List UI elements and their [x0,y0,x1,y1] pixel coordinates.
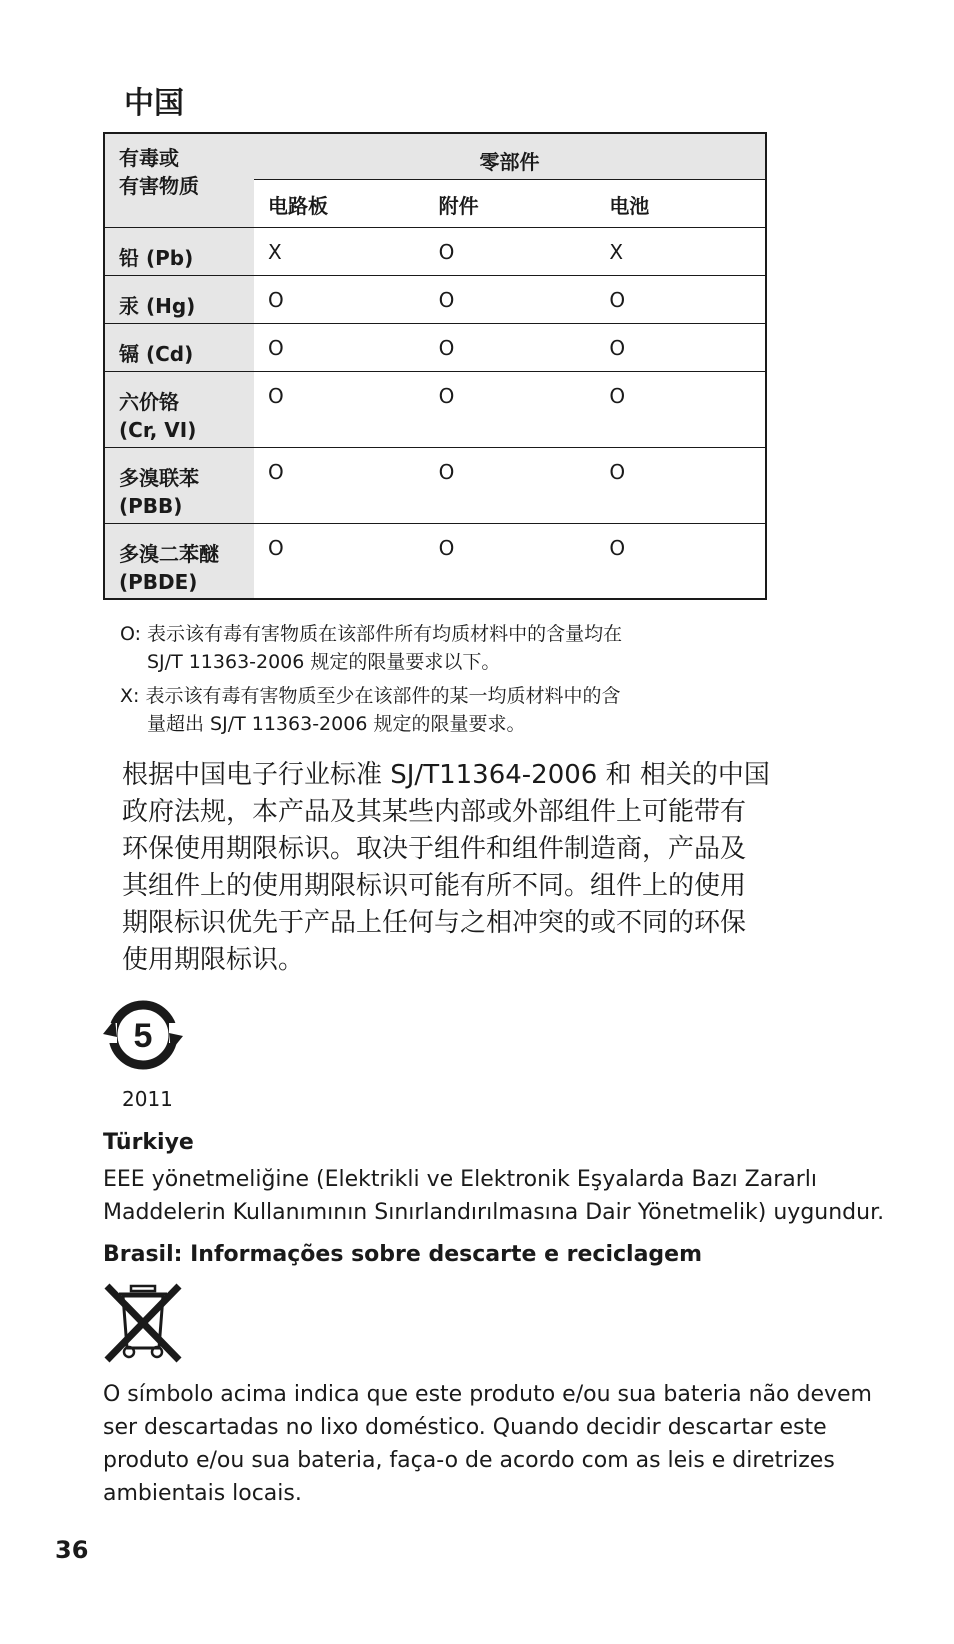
efup-year: 2011 [122,1087,173,1111]
row-label: 镉 (Cd) [104,323,254,371]
heading-turkey: Türkiye [103,1130,194,1155]
table-cell: O [268,535,284,560]
table-row [104,323,766,371]
column-header: 电池 [609,193,650,218]
table-cell: O [609,335,626,360]
table-corner-label: 有毒或 有害物质 [104,133,254,227]
table-cell: O [438,287,455,312]
row-label: 多溴二苯醚 (PBDE) [104,523,254,599]
table-cell: O [438,239,455,264]
brazil-disposal-text: O símbolo acima indica que este produto e/ou sua bateria não devem ser descartadas no lixo doméstico. Quando decidir descartar este produto e/ou sua bateria, faça-o de acordo com as leis e diretrizes ambientais locais. [103,1382,872,1506]
table-row [104,371,766,447]
note-o-definition: O: 表示该有毒有害物质在该部件所有均质材料中的含量均在 SJ/T 11363-2006 规定的限量要求以下。 [120,623,623,673]
column-header: 附件 [438,193,479,218]
column-header: 电路板 [268,193,328,218]
note-x-definition: X: 表示该有毒有害物质至少在该部件的某一均质材料中的含 量超出 SJ/T 11363-2006 规定的限量要求。 [120,685,621,735]
table-row [104,447,766,523]
table-cell: X [268,239,282,264]
table-row [104,227,766,275]
row-label: 汞 (Hg) [104,275,254,323]
row-label: 六价铬 (Cr, VI) [104,371,254,447]
table-cell: O [438,383,455,408]
table-cell: O [609,459,626,484]
table-cell: O [268,335,284,360]
table-cell: O [268,459,284,484]
table-cell: O [268,383,284,408]
section-title-china: 中国 [124,86,184,121]
table-cell: O [438,335,455,360]
table-cell: X [609,239,624,264]
hazardous-substances-table [103,132,767,600]
table-group-header: 零部件 [254,133,766,179]
efup-number: 5 [133,1017,153,1055]
table-row [104,523,766,599]
page-number: 36 [55,1536,89,1564]
table-cell: O [609,287,626,312]
table-cell: O [438,535,455,560]
table-cell: O [609,383,626,408]
china-efup-paragraph: 根据中国电子行业标准 SJ/T11364-2006 和 相关的中国政府法规，本产品及其某些内部或外部组件上可能带有环保使用期限标识。取决于组件和组件制造商，产品及其组件上的使用期限标识可能有所不同。组件上的使用期限标识优先于产品上任何与之相冲突的或不同的环保使用期限标识。 [122,760,770,975]
turkey-compliance-text: EEE yönetmeliğine (Elektrikli ve Elektronik Eşyalarda Bazı Zararlı Maddelerin Kullanımının Sınırlandırılmasına Dair Yönetmelik) uygundur. [103,1167,885,1225]
heading-brazil: Brasil: Informações sobre descarte e reciclagem [103,1242,703,1267]
table-cell: O [438,459,455,484]
row-label: 铅 (Pb) [104,227,254,275]
table-cell: O [268,287,284,312]
efup-recycle-icon [103,997,183,1073]
crossed-bin-icon [103,1282,183,1364]
table-row [104,275,766,323]
table-cell: O [609,535,626,560]
row-label: 多溴联苯 (PBB) [104,447,254,523]
